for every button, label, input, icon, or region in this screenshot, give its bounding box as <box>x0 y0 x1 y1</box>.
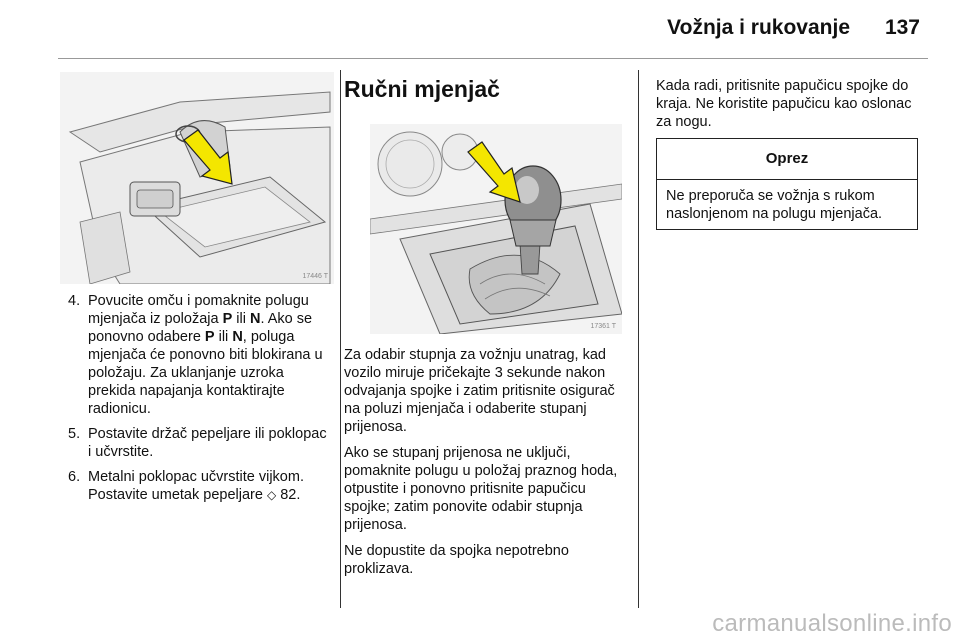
step-number: 4. <box>68 293 81 309</box>
clutch-paragraph: Kada radi, pritisnite papučicu spojke do kraja. Ne koristite papučicu kao oslonac za nogu. <box>656 78 912 130</box>
figure-shift-lock-release <box>60 72 334 284</box>
figure-gear-lever <box>370 124 622 334</box>
step-text: Metalni poklopac učvrstite vijkom. Postavite umetak pepeljare ◇ 82. <box>88 469 304 503</box>
shift-lock-illustration <box>60 72 334 284</box>
step-text: Povucite omču i pomaknite polugu mjenjača iz položaja P ili N. Ako se ponovno odabere P ili N, poluga mjenjača će ponovno biti blokirana u položaju. Za uklanjanje uzroka prekida napajanja kontaktirajte radionicu. <box>88 293 323 417</box>
paragraph: Za odabir stupnja za vožnju unatrag, kad vozilo miruje pričekajte 3 sekunde nakon odvajanja spojke i zatim pritisnite osigurač na poluzi mjenjača i odaberite stupanj prijenosa. <box>344 347 615 435</box>
list-item-step-6 <box>68 468 330 504</box>
page-number: 137 <box>884 16 920 39</box>
running-header: Vožnja i rukovanje <box>667 16 850 39</box>
gear-position-n: N <box>250 311 261 327</box>
watermark: carmanualsonline.info <box>712 610 952 637</box>
page-reference-link[interactable]: 82. <box>280 487 301 503</box>
step-number: 6. <box>68 469 81 485</box>
gear-position-n: N <box>232 329 243 345</box>
list-item-step-5 <box>68 425 330 461</box>
paragraph: Ne dopustite da spojka nepotrebno proklizava. <box>344 543 569 577</box>
figure-ref-2: 17361 T <box>590 323 616 330</box>
section-body <box>344 346 629 586</box>
gear-position-p: P <box>222 311 233 327</box>
page-reference-icon: ◇ <box>266 488 277 502</box>
list-item-step-4 <box>68 292 330 418</box>
column-divider-2 <box>638 70 639 608</box>
instruction-steps <box>68 292 330 511</box>
gear-lever-illustration <box>370 124 622 334</box>
column-divider-1 <box>340 70 341 608</box>
caution-heading: Oprez <box>657 139 917 180</box>
figure-ref-1: 17446 T <box>302 273 328 280</box>
gear-position-p: P <box>204 329 215 345</box>
step-number: 5. <box>68 426 81 442</box>
caution-body: Ne preporuča se vožnja s rukom naslonjenom na polugu mjenjača. <box>666 188 883 222</box>
header-rule <box>58 58 928 59</box>
step-text: Postavite držač pepeljare ili poklopac i učvrstite. <box>88 426 327 460</box>
paragraph: Ako se stupanj prijenosa ne uključi, pomaknite polugu u položaj praznog hoda, otpustite i ponovno pritisnite papučicu spojke; zatim ponovite odabir stupnja prijenosa. <box>344 445 618 533</box>
section-title: Ručni mjenjač <box>344 76 500 102</box>
caution-box <box>656 138 918 230</box>
